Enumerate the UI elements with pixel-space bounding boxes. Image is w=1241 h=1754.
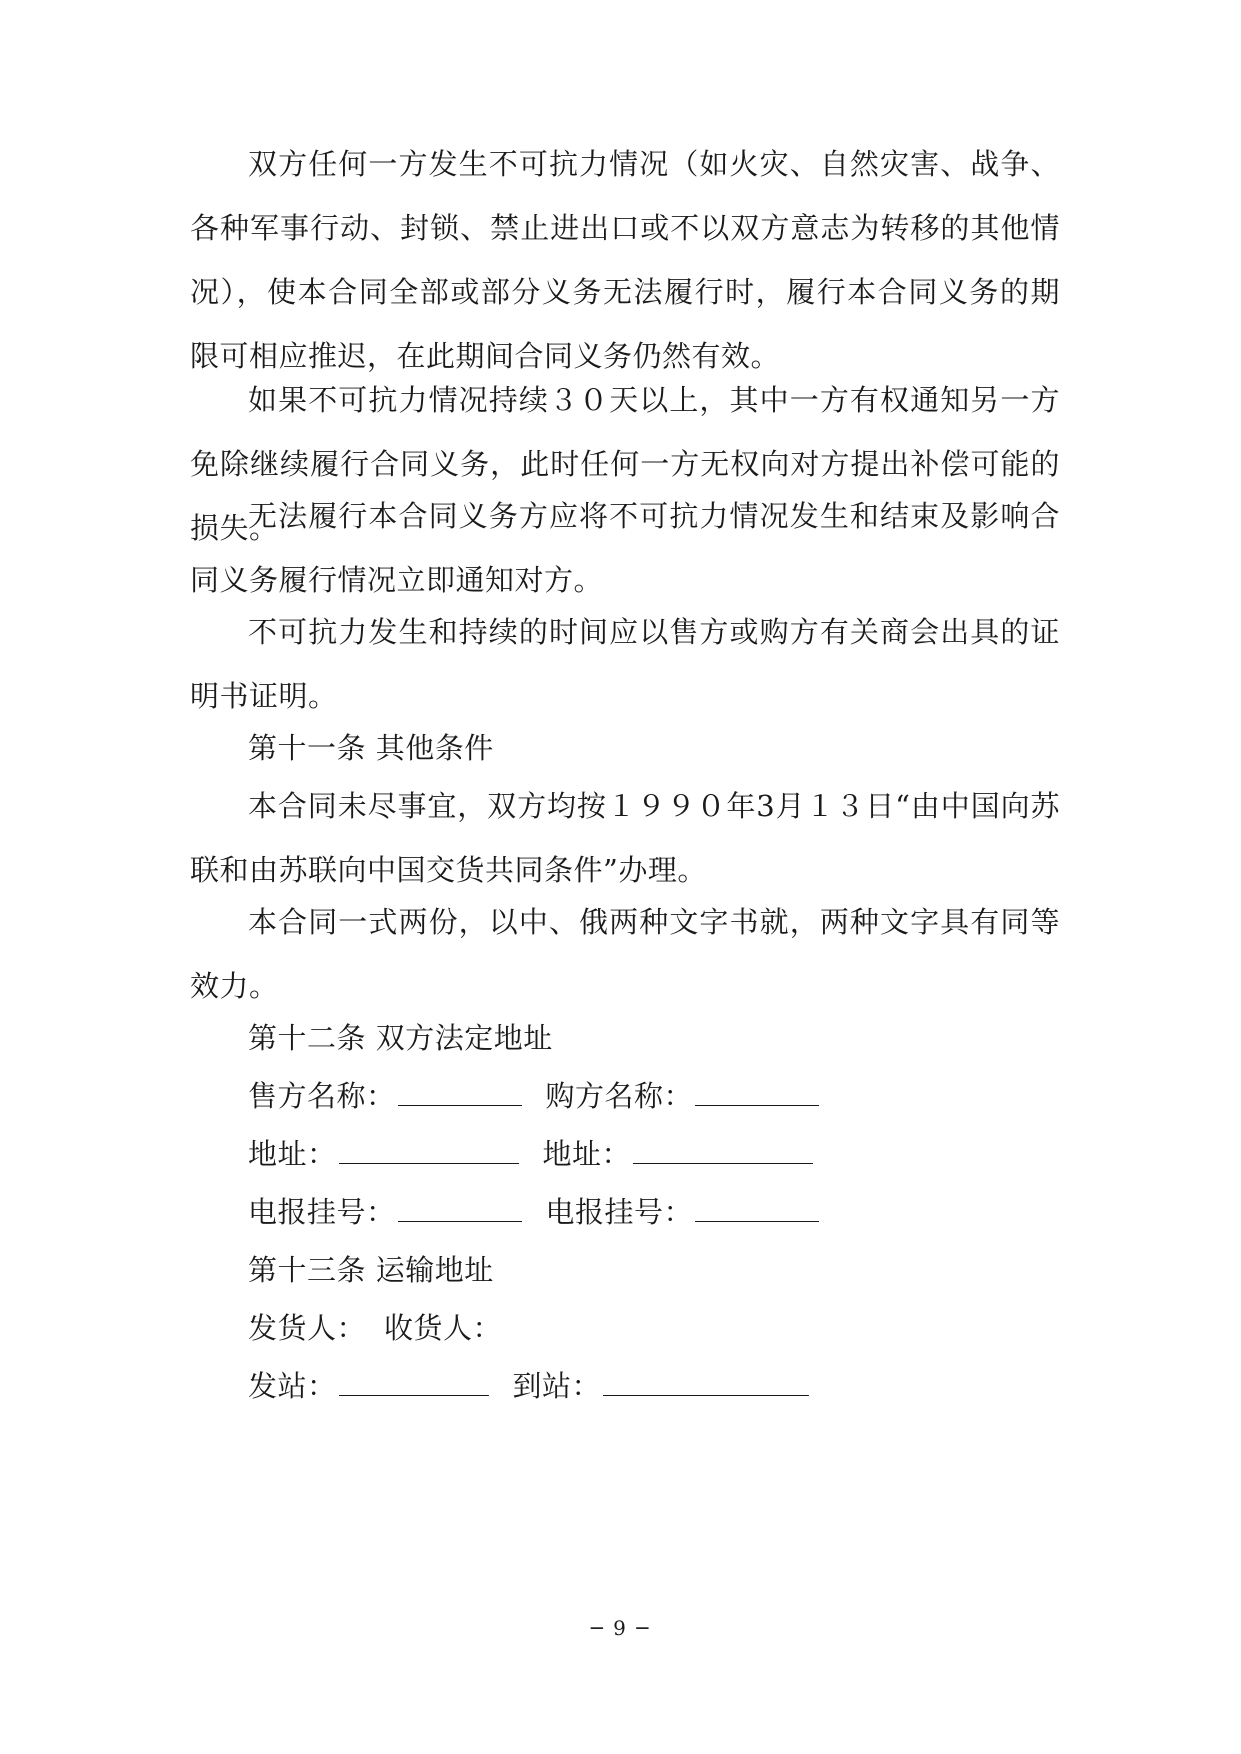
buyer-address-label: 地址： <box>542 1137 632 1171</box>
force-majeure-duration-paragraph: 如果不可抗力情况持续３０天以上，其中一方有权通知另一方免除继续履行合同义务，此时任何一方无权向对方提出补偿可能的损失。 <box>190 383 1060 545</box>
consignee-label: 收货人： <box>384 1311 503 1345</box>
seller-name-label: 售方名称： <box>248 1079 396 1113</box>
departure-station-blank <box>339 1367 489 1396</box>
article-11-heading: 第十一条 其他条件 <box>248 731 494 765</box>
copies-paragraph: 本合同一式两份，以中、俄两种文字书就，两种文字具有同等效力。 <box>190 905 1060 1003</box>
name-row <box>248 1064 825 1128</box>
departure-station-label: 发站： <box>248 1369 337 1403</box>
buyer-name-label: 购方名称： <box>545 1079 694 1113</box>
telegraph-row <box>248 1180 825 1244</box>
address-row <box>248 1122 819 1186</box>
article-13-heading: 第十三条 运输地址 <box>248 1253 494 1287</box>
buyer-telegraph-label: 电报挂号： <box>545 1195 694 1229</box>
buyer-telegraph-blank <box>695 1193 819 1222</box>
consignor-row <box>248 1296 502 1360</box>
seller-address-label: 地址： <box>248 1137 337 1171</box>
buyer-name-blank <box>695 1077 819 1106</box>
general-conditions-paragraph: 本合同未尽事宜，双方均按１９９０年3月１３日“由中国向苏联和由苏联向中国交货共同条件”办理。 <box>190 789 1060 887</box>
notification-paragraph: 无法履行本合同义务方应将不可抗力情况发生和结束及影响合同义务履行情况立即通知对方。 <box>190 499 1060 597</box>
station-row <box>248 1354 815 1418</box>
force-majeure-paragraph: 双方任何一方发生不可抗力情况（如火灾、自然灾害、战争、各种军事行动、封锁、禁止进出口或不以双方意志为转移的其他情况），使本合同全部或部分义务无法履行时，履行本合同义务的期限可相应推迟，在此期间合同义务仍然有效。 <box>190 147 1060 373</box>
seller-telegraph-label: 电报挂号： <box>248 1195 396 1229</box>
seller-name-blank <box>398 1077 522 1106</box>
arrival-station-label: 到站： <box>512 1369 602 1403</box>
article-12-heading: 第十二条 双方法定地址 <box>248 1021 553 1055</box>
arrival-station-blank <box>603 1367 809 1396</box>
seller-telegraph-blank <box>398 1193 522 1222</box>
seller-address-blank <box>339 1135 519 1164</box>
buyer-address-blank <box>633 1135 813 1164</box>
certificate-paragraph: 不可抗力发生和持续的时间应以售方或购方有关商会出具的证明书证明。 <box>190 615 1060 713</box>
consignor-label: 发货人： <box>248 1311 367 1345</box>
page-number: ─ 9 ─ <box>590 1616 651 1640</box>
